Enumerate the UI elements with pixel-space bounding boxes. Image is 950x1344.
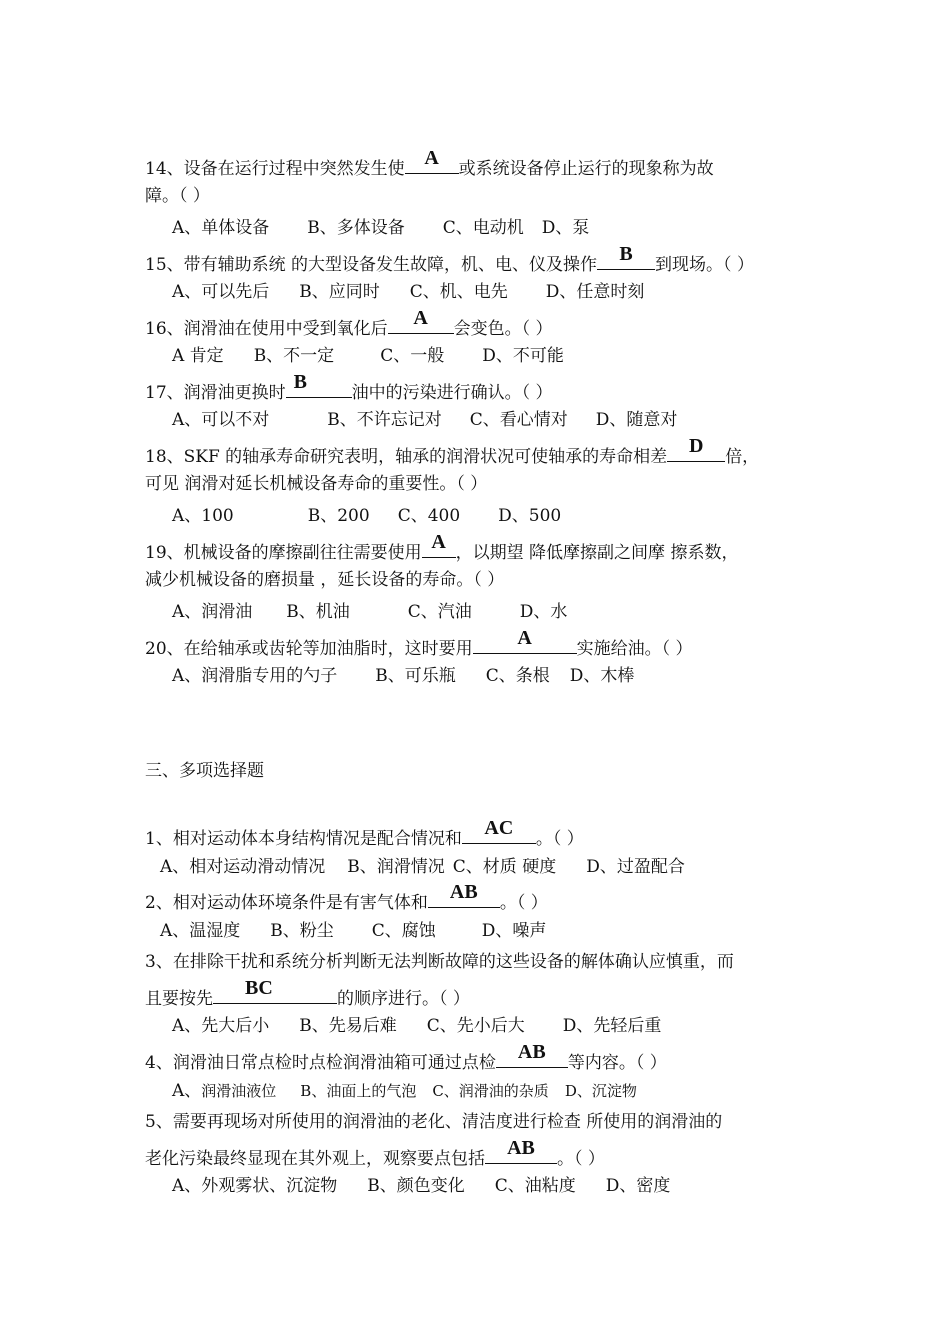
- answer-text: AC: [484, 817, 514, 839]
- option-d: D、任意时刻: [545, 282, 645, 302]
- question-text: 16、润滑油在使用中受到氧化后: [145, 319, 388, 339]
- answer-blank: [428, 881, 500, 908]
- options-19: [172, 601, 567, 623]
- question-text: 可见 润滑对延长机械设备寿命的重要性。（ ）: [145, 474, 488, 494]
- question-text: ，以期望 降低摩擦副之间摩 擦系数，: [455, 543, 739, 563]
- option-b: B、应同时: [299, 282, 380, 302]
- option-a: A、润滑脂专用的勺子: [172, 666, 338, 686]
- question-text: 3、在排除干扰和系统分析判断无法判断故障的这些设备的解体确认应慎重，而: [145, 952, 734, 972]
- answer-blank: [286, 371, 352, 398]
- option-c: C、电动机: [442, 218, 524, 238]
- question-15: [145, 243, 754, 276]
- question-text: 19、机械设备的摩擦副往往需要使用: [145, 543, 422, 563]
- question-19: [145, 531, 739, 564]
- option-a: A、先大后小: [172, 1016, 270, 1036]
- question-20: [145, 627, 693, 660]
- option-d: D、沉淀物: [564, 1082, 637, 1100]
- option-b: B、不许忘记对: [327, 410, 442, 430]
- options-m5: [172, 1175, 670, 1197]
- answer-text: A: [517, 627, 532, 649]
- option-c: C、条根: [485, 666, 550, 686]
- question-text: 实施给油。（ ）: [576, 639, 693, 659]
- answer-blank: [667, 435, 725, 462]
- question-18-cont: [145, 473, 487, 495]
- option-d: D、不可能: [482, 346, 564, 366]
- question-text: 14、设备在运行过程中突然发生使: [145, 159, 405, 179]
- answer-text: A: [424, 147, 439, 169]
- option-d: D、过盈配合: [586, 857, 685, 877]
- question-14-cont: [145, 185, 210, 207]
- question-text: 到现场。（ ）: [655, 255, 754, 275]
- option-a: A、: [172, 1081, 202, 1101]
- question-text: 1、相对运动体本身结构情况是配合情况和: [145, 829, 462, 849]
- question-m5: [145, 1111, 722, 1133]
- option-d: D、先轻后重: [562, 1016, 662, 1036]
- option-d: D、随意对: [595, 410, 678, 430]
- options-18: [172, 505, 561, 527]
- answer-blank: [496, 1041, 568, 1068]
- option-c: C、一般: [380, 346, 445, 366]
- option-b: B、200: [307, 506, 370, 526]
- option-c: C、腐蚀: [371, 921, 436, 941]
- option-a: A、单体设备: [172, 218, 270, 238]
- answer-text: AB: [517, 1041, 546, 1063]
- question-text: 会变色。（ ）: [453, 319, 553, 339]
- section-title: 三、多项选择题: [145, 761, 264, 781]
- option-d: D、泵: [541, 218, 590, 238]
- question-text: 老化污染最终显现在其外观上，观察要点包括: [145, 1149, 485, 1169]
- question-m5-cont: [145, 1137, 605, 1170]
- question-text: 倍，: [725, 447, 760, 467]
- question-text: 15、带有辅助系统 的大型设备发生故障，机、电、仪及操作: [145, 255, 598, 275]
- options-m4: [172, 1080, 637, 1102]
- question-text: 的顺序进行。（ ）: [337, 989, 470, 1009]
- question-m4: [145, 1041, 667, 1074]
- question-m3-cont: [145, 977, 470, 1010]
- answer-text: AB: [507, 1137, 535, 1159]
- answer-text: AB: [449, 881, 478, 903]
- question-text: 障。（ ）: [145, 186, 210, 206]
- answer-blank: [405, 147, 459, 174]
- question-text: 17、润滑油更换时: [145, 383, 286, 403]
- option-b: B、可乐瓶: [375, 666, 456, 686]
- question-text: 减少机械设备的磨损量 ，延长设备的寿命。（ ）: [145, 570, 505, 590]
- option-b: B、粉尘: [270, 921, 334, 941]
- option-a: A 肯定: [172, 346, 224, 366]
- question-18: [145, 435, 760, 468]
- option-d: D、木棒: [569, 666, 635, 686]
- option-b: B、机油: [286, 602, 350, 622]
- option-b: B、颜色变化: [367, 1176, 465, 1196]
- option-b: B、润滑情况: [347, 857, 445, 877]
- answer-blank: [422, 531, 456, 558]
- question-m2: [145, 881, 548, 914]
- option-c: C、润滑油的杂质: [432, 1082, 549, 1100]
- answer-text: BC: [245, 977, 273, 999]
- option-c: C、先小后大: [426, 1016, 525, 1036]
- option-c: C、机、电先: [409, 282, 508, 302]
- answer-blank: [388, 307, 454, 334]
- question-m1: [145, 817, 584, 850]
- answer-blank: [485, 1137, 557, 1164]
- option-d: D、500: [498, 506, 562, 526]
- option-a: A、可以先后: [172, 282, 270, 302]
- options-m3: [172, 1015, 661, 1037]
- answer-blank: [213, 977, 337, 1004]
- options-m1: [160, 856, 685, 878]
- answer-text: B: [619, 243, 633, 265]
- option-b: B、先易后难: [299, 1016, 397, 1036]
- option-c: C、油粘度: [494, 1176, 576, 1196]
- options-14: [172, 217, 589, 239]
- question-text: 2、相对运动体环境条件是有害气体和: [145, 893, 428, 913]
- options-17: [172, 409, 677, 431]
- answer-text: A: [431, 531, 446, 553]
- answer-text: D: [688, 435, 704, 457]
- question-text: 。（ ）: [535, 829, 584, 849]
- options-16: [172, 345, 564, 367]
- question-text: 或系统设备停止运行的现象称为故: [458, 159, 714, 179]
- option-d: D、水: [519, 602, 568, 622]
- option-a: A、润滑油: [172, 602, 253, 622]
- question-text: 油中的污染进行确认。（ ）: [351, 383, 553, 403]
- answer-text: B: [293, 371, 307, 393]
- answer-text: A: [413, 307, 428, 329]
- option-a: A、温湿度: [160, 921, 241, 941]
- option-b: B、不一定: [253, 346, 335, 366]
- option-c: C、400: [397, 506, 461, 526]
- option-a: A、可以不对: [172, 410, 270, 430]
- question-m3: [145, 951, 734, 973]
- answer-blank: [473, 627, 577, 654]
- question-text: 20、在给轴承或齿轮等加油脂时，这时要用: [145, 639, 473, 659]
- option-b: B、多体设备: [307, 218, 405, 238]
- question-text: 4、润滑油日常点检时点检润滑油箱可通过点检: [145, 1053, 496, 1073]
- answer-blank: [597, 243, 655, 270]
- options-m2: [160, 920, 546, 942]
- option-b: B、油面上的气泡: [300, 1082, 417, 1100]
- question-text: 。（ ）: [557, 1149, 605, 1169]
- options-20: [172, 665, 634, 687]
- option-d: D、密度: [605, 1176, 671, 1196]
- question-17: [145, 371, 553, 404]
- question-19-cont: [145, 569, 504, 591]
- option-a: A、相对运动滑动情况: [160, 857, 326, 877]
- question-14: [145, 147, 714, 180]
- option-c: C、材质 硬度: [452, 857, 557, 877]
- question-text: 5、需要再现场对所使用的润滑油的老化、清洁度进行检查 所使用的润滑油的: [145, 1112, 723, 1132]
- question-16: [145, 307, 553, 340]
- answer-blank: [462, 817, 536, 844]
- option-d: D、噪声: [481, 921, 547, 941]
- question-text: 18、SKF 的轴承寿命研究表明，轴承的润滑状况可使轴承的寿命相差: [145, 447, 668, 467]
- options-15: [172, 281, 644, 303]
- question-text: 等内容。（ ）: [567, 1053, 667, 1073]
- option-c: C、看心情对: [469, 410, 568, 430]
- option-a: A、100: [172, 506, 234, 526]
- option-a: A、外观雾状、沉淀物: [172, 1176, 338, 1196]
- option-a-text: 润滑油液位: [201, 1082, 277, 1100]
- question-text: 。（ ）: [499, 893, 548, 913]
- question-text: 且要按先: [145, 989, 213, 1009]
- option-c: C、汽油: [407, 602, 472, 622]
